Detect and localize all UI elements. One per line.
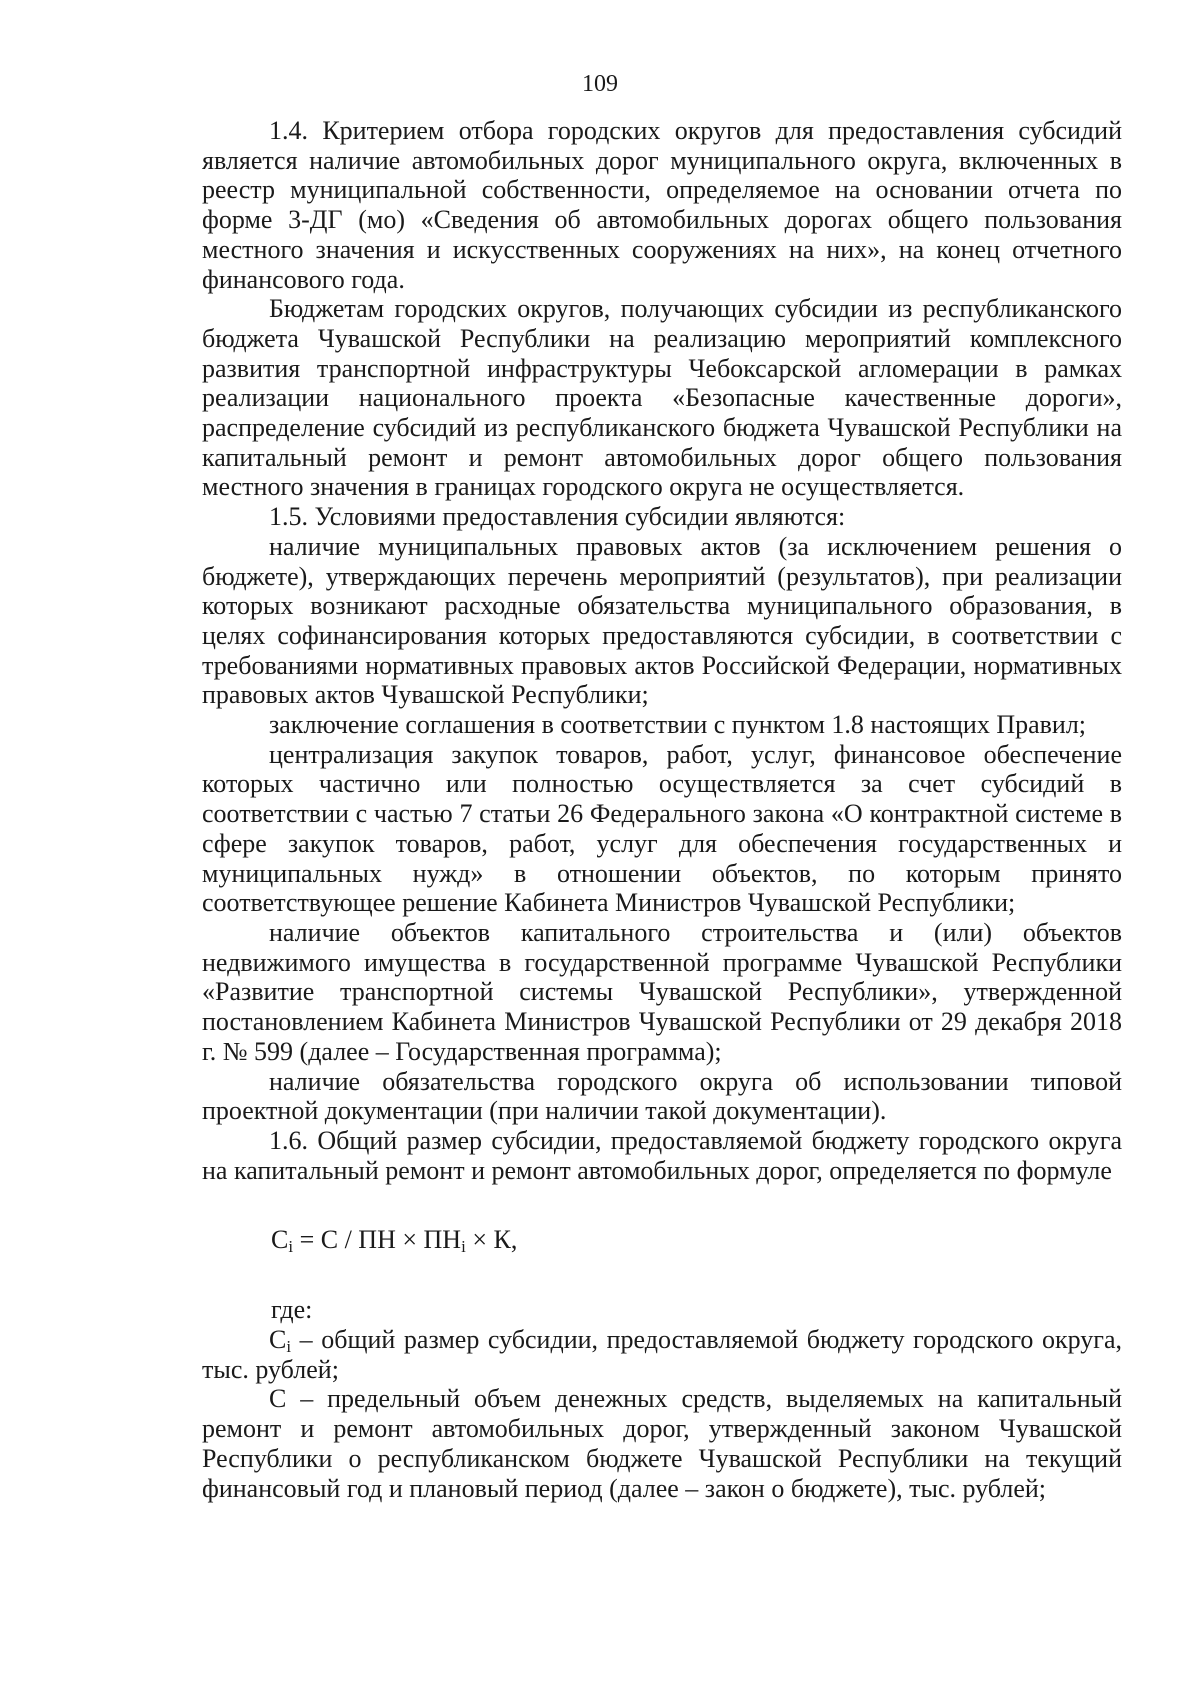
formula-block [202,1225,1122,1255]
formula-part: = C / ПН × ПН [293,1225,462,1255]
condition-typical-docs: наличие обязательства городского округа об использовании типовой проектной документации (при наличии такой документации). [202,1066,1122,1126]
condition-agreement: заключение соглашения в соответствии с пунктом 1.8 настоящих Правил; [269,710,1087,740]
condition-capital-objects: наличие объектов капитального строительства и (или) объектов недвижимого имущества в государственной программе Чувашской Республики «Развитие транспортной системы Чувашской Республики», утвержденной постановлением Кабинета Министров Чувашской Республики от 29 декабря 2018 г. № 599 (далее – Государственная программа); [202,917,1122,1066]
paragraph-1-6: 1.6. Общий размер субсидии, предоставляемой бюджету городского округа на капитальный ремонт и ремонт автомобильных дорог, определяется по формуле [202,1125,1122,1185]
formula-part: C [271,1225,289,1255]
definition-text: – общий размер субсидии, предоставляемой бюджету городского округа, тыс. рублей; [202,1325,1122,1384]
definition-symbol: C [269,1384,287,1414]
formula-subscript: i [288,1237,294,1257]
document-body [202,116,1122,1503]
paragraph-1-5: 1.5. Условиями предоставления субсидии являются: [269,502,846,532]
definition-symbol: C [269,1325,287,1355]
formula-subscript: i [461,1237,466,1257]
paragraph-1-4: 1.4. Критерием отбора городских округов для предоставления субсидий является наличие автомобильных дорог муниципального округа, включенных в реестр муниципальной собственности, определяемое на основании отчета по форме 3-ДГ (мо) «Сведения об автомобильных дорогах общего пользования местного значения и искусственных сооружениях на них», на конец отчетного финансового года. [202,116,1122,294]
condition-legal-acts: наличие муниципальных правовых актов (за исключением решения о бюджете), утверждающих перечень мероприятий (результатов), при реализации которых возникают расходные обязательства муниципального образования, в целях софинансирования которых предоставляются субсидии, в соответствии с требованиями нормативных правовых актов Российской Федерации, нормативных правовых актов Чувашской Республики; [202,531,1122,710]
where-label: где: [271,1295,313,1325]
page-number: 109 [582,71,618,97]
definition-ci [202,1325,1122,1384]
definition-subscript: i [286,1337,292,1357]
paragraph-budgets: Бюджетам городских округов, получающих субсидии из республиканского бюджета Чувашской Республики на реализацию мероприятий комплексного развития транспортной инфраструктуры Чебоксарской агломерации в рамках реализации национального проекта «Безопасные качественные дороги», распределение субсидий из республиканского бюджета Чувашской Республики на капитальный ремонт и ремонт автомобильных дорог общего пользования местного значения в границах городского округа не осуществляется. [202,294,1122,502]
subsidy-formula [202,1225,1122,1255]
condition-procurement: централизация закупок товаров, работ, услуг, финансовое обеспечение которых частично или полностью осуществляется за счет субсидий в соответствии с частью 7 статьи 26 Федерального закона «О контрактной системе в сфере закупок товаров, работ, услуг для обеспечения государственных и муниципальных нужд» в отношении объектов, по которым принято соответствующее решение Кабинета Министров Чувашской Республики; [202,739,1122,918]
definition-c [202,1384,1122,1503]
definition-text: – предельный объем денежных средств, выделяемых на капитальный ремонт и ремонт автомобильных дорог, утвержденный законом Чувашской Республики о республиканском бюджете Чувашской Республики на текущий финансовый год и плановый период (далее – закон о бюджете), тыс. рублей; [202,1384,1122,1503]
formula-part: × К, [465,1225,518,1255]
